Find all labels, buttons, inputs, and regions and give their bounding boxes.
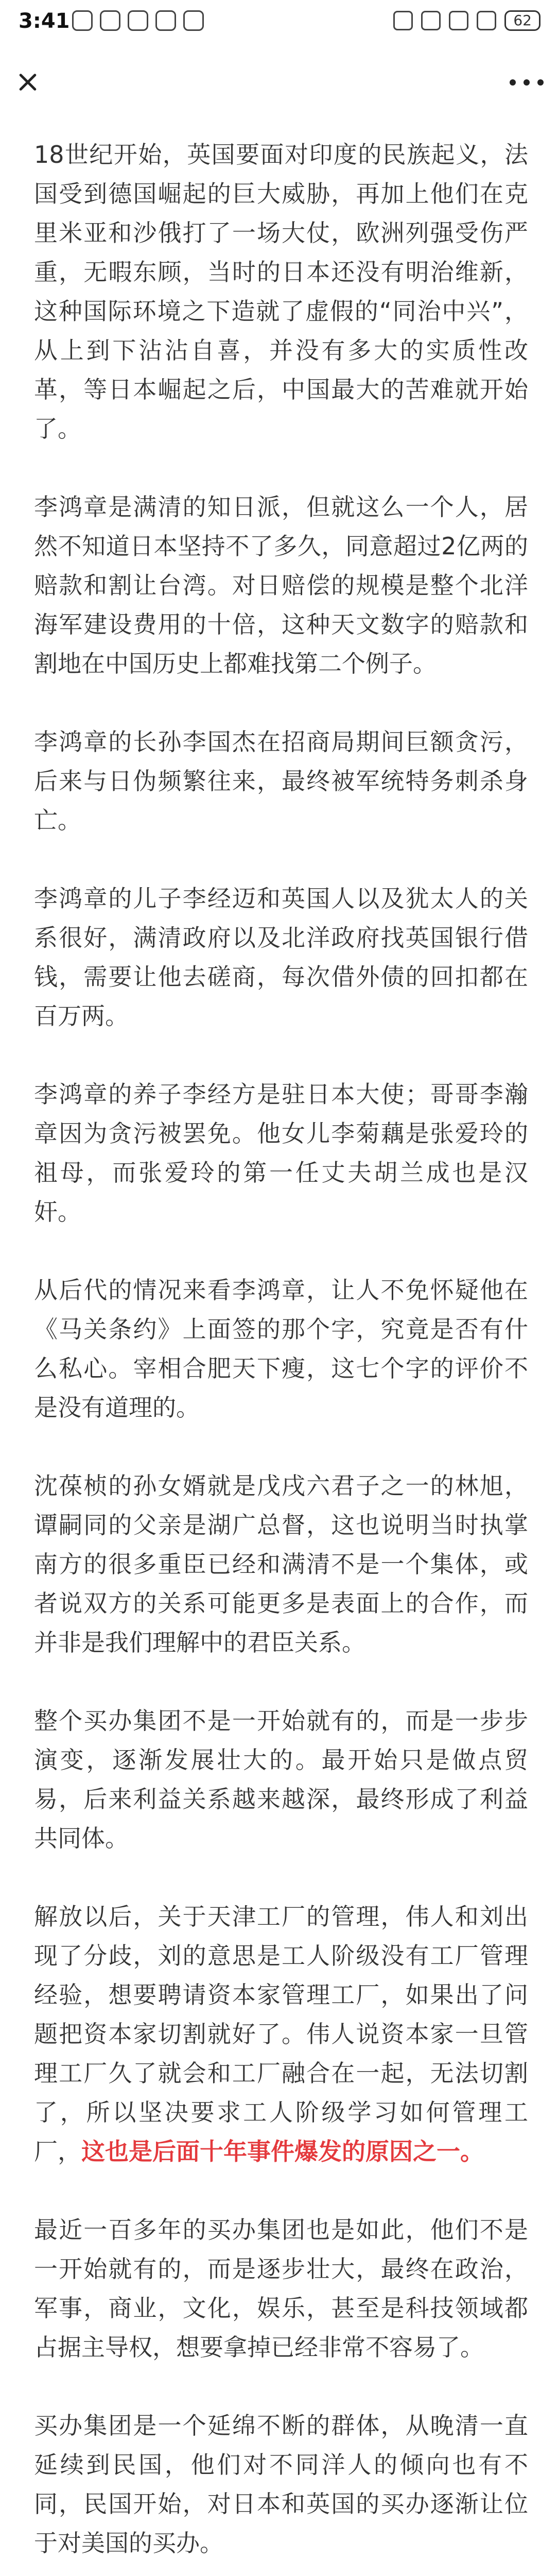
article-paragraph <box>34 1897 528 2171</box>
paragraph-text: 李鸿章的长孙李国杰在招商局期间巨额贪污，后来与日伪频繁往来，最终被军统特务刺杀身亡。 <box>34 728 528 834</box>
more-options-icon[interactable] <box>510 72 544 93</box>
app-notification-icon <box>128 10 148 31</box>
article-paragraph <box>34 1466 528 1662</box>
article-paragraph <box>34 1270 528 1427</box>
article-paragraph <box>34 1075 528 1231</box>
article-paragraph <box>34 2406 528 2563</box>
paragraph-text: 解放以后，关于天津工厂的管理，伟人和刘出现了分歧，刘的意思是工人阶级没有工厂管理经验，想要聘请资本家管理工厂，如果出了问题把资本家切割就好了。伟人说资本家一旦管理工厂久了就会和工厂融合在一起，无法切割了，所以坚决要求工人阶级学习如何管理工厂， <box>34 1903 528 2165</box>
battery-indicator: 62 <box>504 10 540 31</box>
app-notification-icon <box>100 10 120 31</box>
app-notification-icon <box>72 10 93 31</box>
wifi-icon <box>449 11 468 30</box>
paragraph-text: 最近一百多年的买办集团也是如此，他们不是一开始就有的，而是逐步壮大，最终在政治，军事，商业，文化，娱乐，甚至是科技领域都占据主导权，想要拿掉已经非常不容易了。 <box>34 2216 528 2361</box>
paragraph-text: 李鸿章是满清的知日派，但就这么一个人，居然不知道日本坚持不了多久，同意超过2亿两的赔款和割让台湾。对日赔偿的规模是整个北洋海军建设费用的十倍，这种天文数字的赔款和割地在中国历史上都难找第二个例子。 <box>34 493 528 677</box>
paragraph-text: 李鸿章的儿子李经迈和英国人以及犹太人的关系很好，满清政府以及北洋政府找英国银行借钱，需要让他去磋商，每次借外债的回扣都在百万两。 <box>34 885 528 1030</box>
nfc-icon <box>393 11 413 30</box>
highlighted-text: 这也是后面十年事件爆发的原因之一。 <box>81 2138 484 2165</box>
vibrate-icon <box>421 11 441 30</box>
app-notification-icon <box>155 10 176 31</box>
notification-icons <box>72 10 204 31</box>
article-paragraph <box>34 2210 528 2367</box>
status-time: 3:41 <box>19 9 70 33</box>
status-right <box>393 10 540 31</box>
paragraph-text: 18世纪开始，英国要面对印度的民族起义，法国受到德国崛起的巨大威胁，再加上他们在克里米亚和沙俄打了一场大仗，欧洲列强受伤严重，无暇东顾，当时的日本还没有明治维新，这种国际环境之下造就了虚假的“同治中兴”，从上到下沾沾自喜，并没有多大的实质性改革，等日本崛起之后，中国最大的苦难就开始了。 <box>34 141 528 443</box>
article-paragraph <box>34 879 528 1036</box>
status-bar <box>0 0 558 52</box>
paragraph-text: 买办集团是一个延绵不断的群体，从晚清一直延续到民国，他们对不同洋人的倾向也有不同，民国开始，对日本和英国的买办逐渐让位于对美国的买办。 <box>34 2412 528 2557</box>
article-paragraph <box>34 1701 528 1858</box>
close-icon[interactable] <box>12 67 43 98</box>
paragraph-text: 李鸿章的养子李经方是驻日本大使；哥哥李瀚章因为贪污被罢免。他女儿李菊藕是张爱玲的祖母，而张爱玲的第一任丈夫胡兰成也是汉奸。 <box>34 1080 528 1226</box>
paragraph-text: 整个买办集团不是一开始就有的，而是一步步演变，逐渐发展壮大的。最开始只是做点贸易，后来利益关系越来越深，最终形成了利益共同体。 <box>34 1707 528 1852</box>
article-paragraph <box>34 722 528 840</box>
signal-icon <box>477 11 496 30</box>
article-paragraph <box>34 135 528 448</box>
top-bar <box>0 52 558 103</box>
paragraph-text: 从后代的情况来看李鸿章，让人不免怀疑他在《马关条约》上面签的那个字，究竟是否有什么私心。宰相合肥天下瘦，这七个字的评价不是没有道理的。 <box>34 1276 528 1421</box>
article-paragraph <box>34 487 528 683</box>
paragraph-text: 沈葆桢的孙女婿就是戊戌六君子之一的林旭，谭嗣同的父亲是湖广总督，这也说明当时执掌南方的很多重臣已经和满清不是一个集体，或者说双方的关系可能更多是表面上的合作，而并非是我们理解中的君臣关系。 <box>34 1472 528 1656</box>
app-notification-icon <box>183 10 204 31</box>
article-body <box>34 135 528 2576</box>
